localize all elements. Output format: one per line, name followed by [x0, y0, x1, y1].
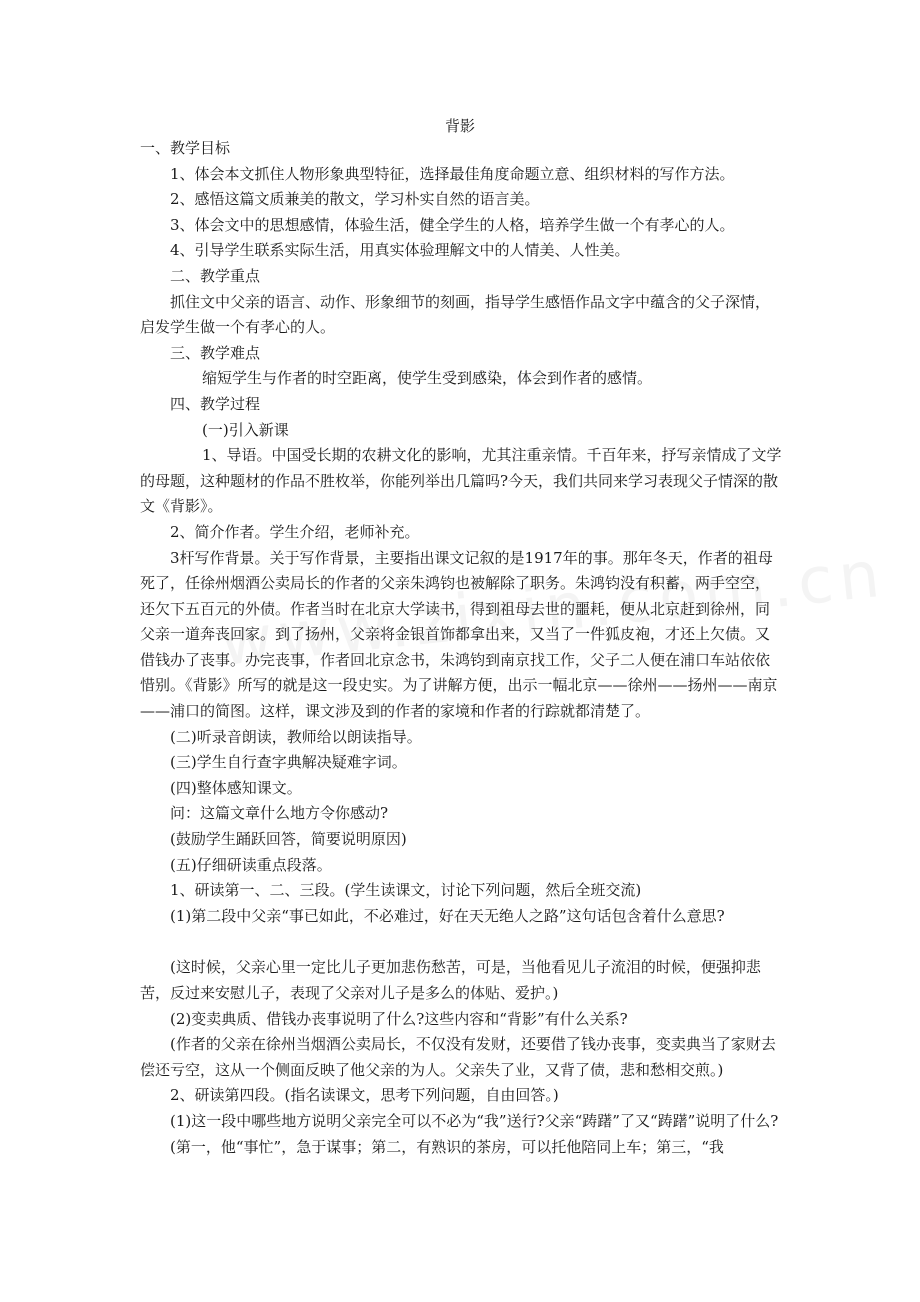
paragraph: (三)学生自行查字典解决疑难字词。	[170, 753, 407, 772]
paragraph: 一、教学目标	[140, 139, 231, 157]
paragraph: (五)仔细研读重点段落。	[170, 855, 332, 874]
paragraph: (一)引入新课	[202, 420, 289, 439]
paragraph: (第一，他“事忙”，急于谋事；第二，有熟识的茶房，可以托他陪同上车；第三，“我	[170, 1137, 724, 1156]
paragraph: 1、导语。中国受长期的农耕文化的影响，尤其注重亲情。千百年来，抒写亲情成了文学的母题，这种题材的作品不胜枚举，你能列举出几篇吗?今天，我们共同来学习表现父子情深的散文《背影》。	[140, 446, 782, 516]
paragraph: (1)这一段中哪些地方说明父亲完全可以不必为“我”送行?父亲“踌躇”了又“踌躇”说明了什么?	[170, 1111, 779, 1130]
paragraph: (作者的父亲在徐州当烟酒公卖局长，不仅没有发财，还要借了钱办丧事，变卖典当了家财去偿还亏空，这从一个侧面反映了他父亲的为人。父亲失了业，又背了债，悲和愁相交煎。)	[140, 1035, 776, 1079]
paragraph: 三、教学难点	[170, 343, 261, 362]
paragraph: 2、研读第四段。(指名读课文，思考下列问题，自由回答。)	[170, 1086, 559, 1105]
paragraph: (四)整体感知课文。	[170, 778, 302, 797]
blank-line	[140, 929, 782, 955]
paragraph: (2)变卖典质、借钱办丧事说明了什么?这些内容和“背影”有什么关系?	[170, 1009, 628, 1028]
paragraph: (二)听录音朗读，教师给以朗读指导。	[170, 727, 422, 746]
paragraph: (这时候，父亲心里一定比儿子更加悲伤愁苦，可是，当他看见儿子流泪的时候，便强抑悲苦，反过来安慰儿子，表现了父亲对儿子是多么的体贴、爱护。)	[140, 958, 761, 1002]
paragraph: 3杆写作背景。关于写作背景，主要指出课文记叙的是1917年的事。那年冬天，作者的祖母死了，任徐州烟酒公卖局长的作者的父亲朱鸿钧也被解除了职务。朱鸿钧没有积蓄，两手空空，还欠下五百元的外债。作者当时在北京大学读书，得到祖母去世的噩耗，便从北京赶到徐州，同父亲一道奔丧回家。到了扬州，父亲将金银首饰都拿出来，又当了一件狐皮袍，才还上欠债。又借钱办了丧事。办完丧事，作者回北京念书，朱鸿钧到南京找工作，父子二人便在浦口车站依依惜别。《背影》所写的就是这一段史实。为了讲解方便，出示一幅北京——徐州——扬州——南京——浦口的简图。这样，课文涉及到的作者的家境和作者的行踪就都清楚了。	[140, 548, 778, 721]
paragraph: 缩短学生与作者的时空距离，使学生受到感染，体会到作者的感情。	[202, 369, 653, 388]
paragraph: 2、简介作者。学生介绍，老师补充。	[170, 522, 420, 541]
page-title: 背影	[444, 117, 475, 135]
paragraph: 四、教学过程	[170, 394, 261, 413]
paragraph: 二、教学重点	[170, 266, 261, 285]
paragraph: 1、体会本文抓住人物形象典型特征，选择最佳角度命题立意、组织材料的写作方法。	[170, 164, 735, 183]
paragraph: (1)第二段中父亲“事已如此，不必难过，好在天无绝人之路”这句话包含着什么意思?	[170, 906, 725, 925]
paragraph: 抓住文中父亲的语言、动作、形象细节的刻画，指导学生感悟作品文字中蕴含的父子深情，启发学生做一个有孝心的人。	[140, 292, 771, 337]
document-body	[140, 136, 782, 1160]
paragraph: (鼓励学生踊跃回答，简要说明原因)	[170, 830, 407, 849]
paragraph: 2、感悟这篇文质兼美的散文，学习朴实自然的语言美。	[170, 190, 540, 209]
paragraph: 1、研读第一、二、三段。(学生读课文，讨论下列问题，然后全班交流)	[170, 881, 642, 900]
paragraph: 问：这篇文章什么地方令你感动?	[170, 804, 389, 823]
paragraph: 3、体会文中的思想感情，体验生活，健全学生的人格，培养学生做一个有孝心的人。	[170, 215, 735, 234]
paragraph: 4、引导学生联系实际生活，用真实体验理解文中的人情美、人性美。	[170, 241, 630, 260]
